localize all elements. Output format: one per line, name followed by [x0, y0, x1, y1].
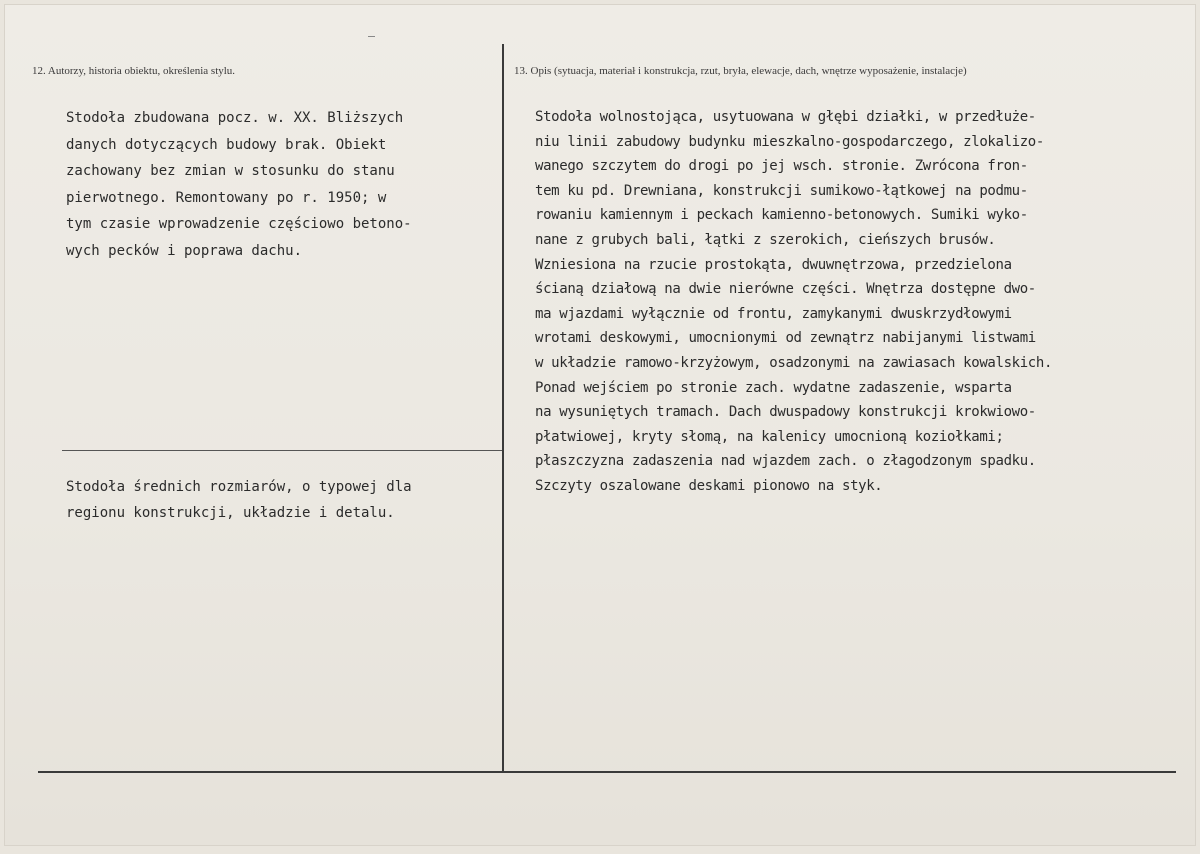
field-13-label: 13. Opis (sytuacja, materiał i konstrukcja, rzut, bryła, elewacje, dach, wnętrze wyposażenie, instalacje): [514, 65, 967, 77]
field-12-label: 12. Autorzy, historia obiektu, określenia stylu.: [32, 65, 236, 77]
text-line: ścianą działową na dwie nierówne części. Wnętrza dostępne dwo-: [535, 281, 1036, 298]
text-line: Stodoła wolnostojąca, usytuowana w głębi działki, w przedłuże-: [535, 109, 1036, 125]
field-12-summary-text: [66, 474, 496, 526]
column-divider: [502, 44, 504, 772]
text-line: płaszczyzna zadaszenia nad wjazdem zach. o złagodzonym spadku.: [535, 453, 1036, 470]
text-line: regionu konstrukcji, układzie i detalu.: [66, 505, 395, 521]
text-line: rowaniu kamiennym i peckach kamienno-betonowych. Sumiki wyko-: [535, 207, 1028, 224]
text-line: Ponad wejściem po stronie zach. wydatne zadaszenie, wsparta: [535, 379, 1012, 396]
text-line: w układzie ramowo-krzyżowym, osadzonymi na zawiasach kowalskich.: [535, 354, 1053, 371]
text-line: na wysuniętych tramach. Dach dwuspadowy konstrukcji krokwiowo-: [535, 404, 1036, 421]
text-line: tym czasie wprowadzenie częściowo betono-: [66, 216, 412, 232]
text-line: zachowany bez zmian w stosunku do stanu: [66, 163, 395, 179]
text-line: płatwiowej, kryty słomą, na kalenicy umocnioną koziołkami;: [535, 428, 1004, 445]
text-line: niu linii zabudowy budynku mieszkalno-gospodarczego, zlokalizo-: [535, 133, 1044, 150]
field-13-description-text: [535, 105, 1185, 499]
text-line: tem ku pd. Drewniana, konstrukcji sumikowo-łątkowej na podmu-: [535, 182, 1028, 199]
text-line: danych dotyczących budowy brak. Obiekt: [66, 136, 387, 153]
text-line: ma wjazdami wyłącznie od frontu, zamykanymi dwuskrzydłowymi: [535, 305, 1012, 322]
text-line: pierwotnego. Remontowany po r. 1950; w: [66, 189, 387, 206]
punch-mark: [368, 36, 375, 37]
text-line: Stodoła zbudowana pocz. w. XX. Bliższych: [66, 110, 404, 126]
text-line: Szczyty oszalowane deskami pionowo na styk.: [535, 477, 883, 494]
text-line: Stodoła średnich rozmiarów, o typowej dla: [66, 479, 412, 495]
bottom-rule: [38, 771, 1176, 773]
record-card: [4, 4, 1196, 846]
text-line: wrotami deskowymi, umocnionymi od zewnątrz nabijanymi listwami: [535, 330, 1036, 347]
text-line: wych pecków i poprawa dachu.: [66, 242, 303, 259]
section-divider-left: [62, 450, 502, 451]
text-line: wanego szczytem do drogi po jej wsch. stronie. Zwrócona fron-: [535, 158, 1028, 175]
text-line: Wzniesiona na rzucie prostokąta, dwuwnętrzowa, przedzielona: [535, 256, 1012, 273]
field-12-history-text: [66, 105, 496, 264]
text-line: nane z grubych bali, łątki z szerokich, cieńszych brusów.: [535, 231, 996, 248]
